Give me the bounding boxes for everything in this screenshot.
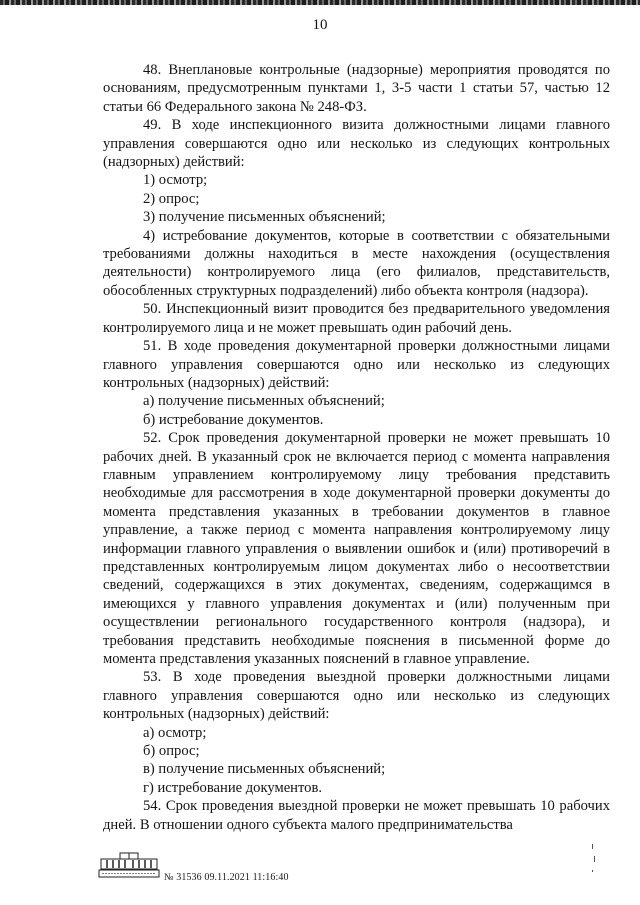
- building-icon: [98, 852, 160, 878]
- paragraph-52: 52. Срок проведения документарной проверки не может превышать 10 рабочих дней. В указанный срок не включается период с момента направления главным управлением контролируемому лицу требования представить необходимые для рассмотрения в ходе документарной проверки документы до момента представления указанных в требовании документов в главное управление, а также период с момента направления контролируемому лицу информации главного управления о выявлении ошибок и (или) противоречий в представленных контролируемым лицом документах либо о несоответствии сведений, содержащихся в этих документах, сведениям, содержащимся в имеющихся у главного управления документах и (или) полученным при осуществлении регионального государственного контроля (надзора), и требования представить необходимые пояснения в письменной форме до момента представления указанных пояснений в главное управление.: [103, 430, 610, 667]
- list-item: б) опрос;: [143, 743, 200, 760]
- list-item: в) получение письменных объяснений;: [143, 761, 386, 778]
- list-item: а) получение письменных объяснений;: [143, 393, 385, 410]
- list-item: г) истребование документов.: [143, 779, 323, 796]
- list-item: б) истребование документов.: [143, 411, 324, 428]
- paragraph-53: 53. В ходе проведения выездной проверки должностными лицами главного управления совершаются одно или несколько из следующих контрольных (надзорных) действий:: [103, 669, 610, 723]
- list-item: а) осмотр;: [143, 724, 207, 741]
- paragraph-51: 51. В ходе проведения документарной проверки должностными лицами главного управления совершаются одно или несколько из следующих контрольных (надзорных) действий:: [103, 338, 610, 391]
- document-body: [103, 61, 610, 834]
- list-item: 1) осмотр;: [143, 172, 208, 189]
- page-number: 10: [312, 17, 328, 33]
- list-item: 2) опрос;: [143, 190, 200, 207]
- paragraph-49: 49. В ходе инспекционного визита должностными лицами главного управления совершаются одно или несколько из следующих контрольных (надзорных) действий:: [103, 117, 610, 171]
- registration-stamp: № 31536 09.11.2021 11:16:40: [164, 872, 289, 883]
- government-building-logo: [98, 852, 160, 878]
- list-item: 4) истребование документов, которые в соответствии с обязательными требованиями должны находиться в месте нахождения (осуществления деятельности) контролируемого лица (его филиалов, представительств, обособленных структурных подразделений) либо объекта контроля (надзора).: [103, 227, 610, 299]
- scan-top-edge: [0, 0, 640, 5]
- paragraph-54: 54. Срок проведения выездной проверки не может превышать 10 рабочих дней. В отношении одного субъекта малого предпринимательства: [103, 798, 610, 833]
- list-item: 3) получение письменных объяснений;: [143, 209, 386, 226]
- paragraph-50: 50. Инспекционный визит проводится без предварительного уведомления контролируемого лица и не может превышать один рабочий день.: [103, 301, 610, 336]
- scan-marks: [590, 840, 598, 880]
- paragraph-48: 48. Внеплановые контрольные (надзорные) мероприятия проводятся по основаниям, предусмотренным пунктами 1, 3-5 части 1 статьи 57, частью 12 статьи 66 Федерального закона № 248-ФЗ.: [103, 62, 610, 115]
